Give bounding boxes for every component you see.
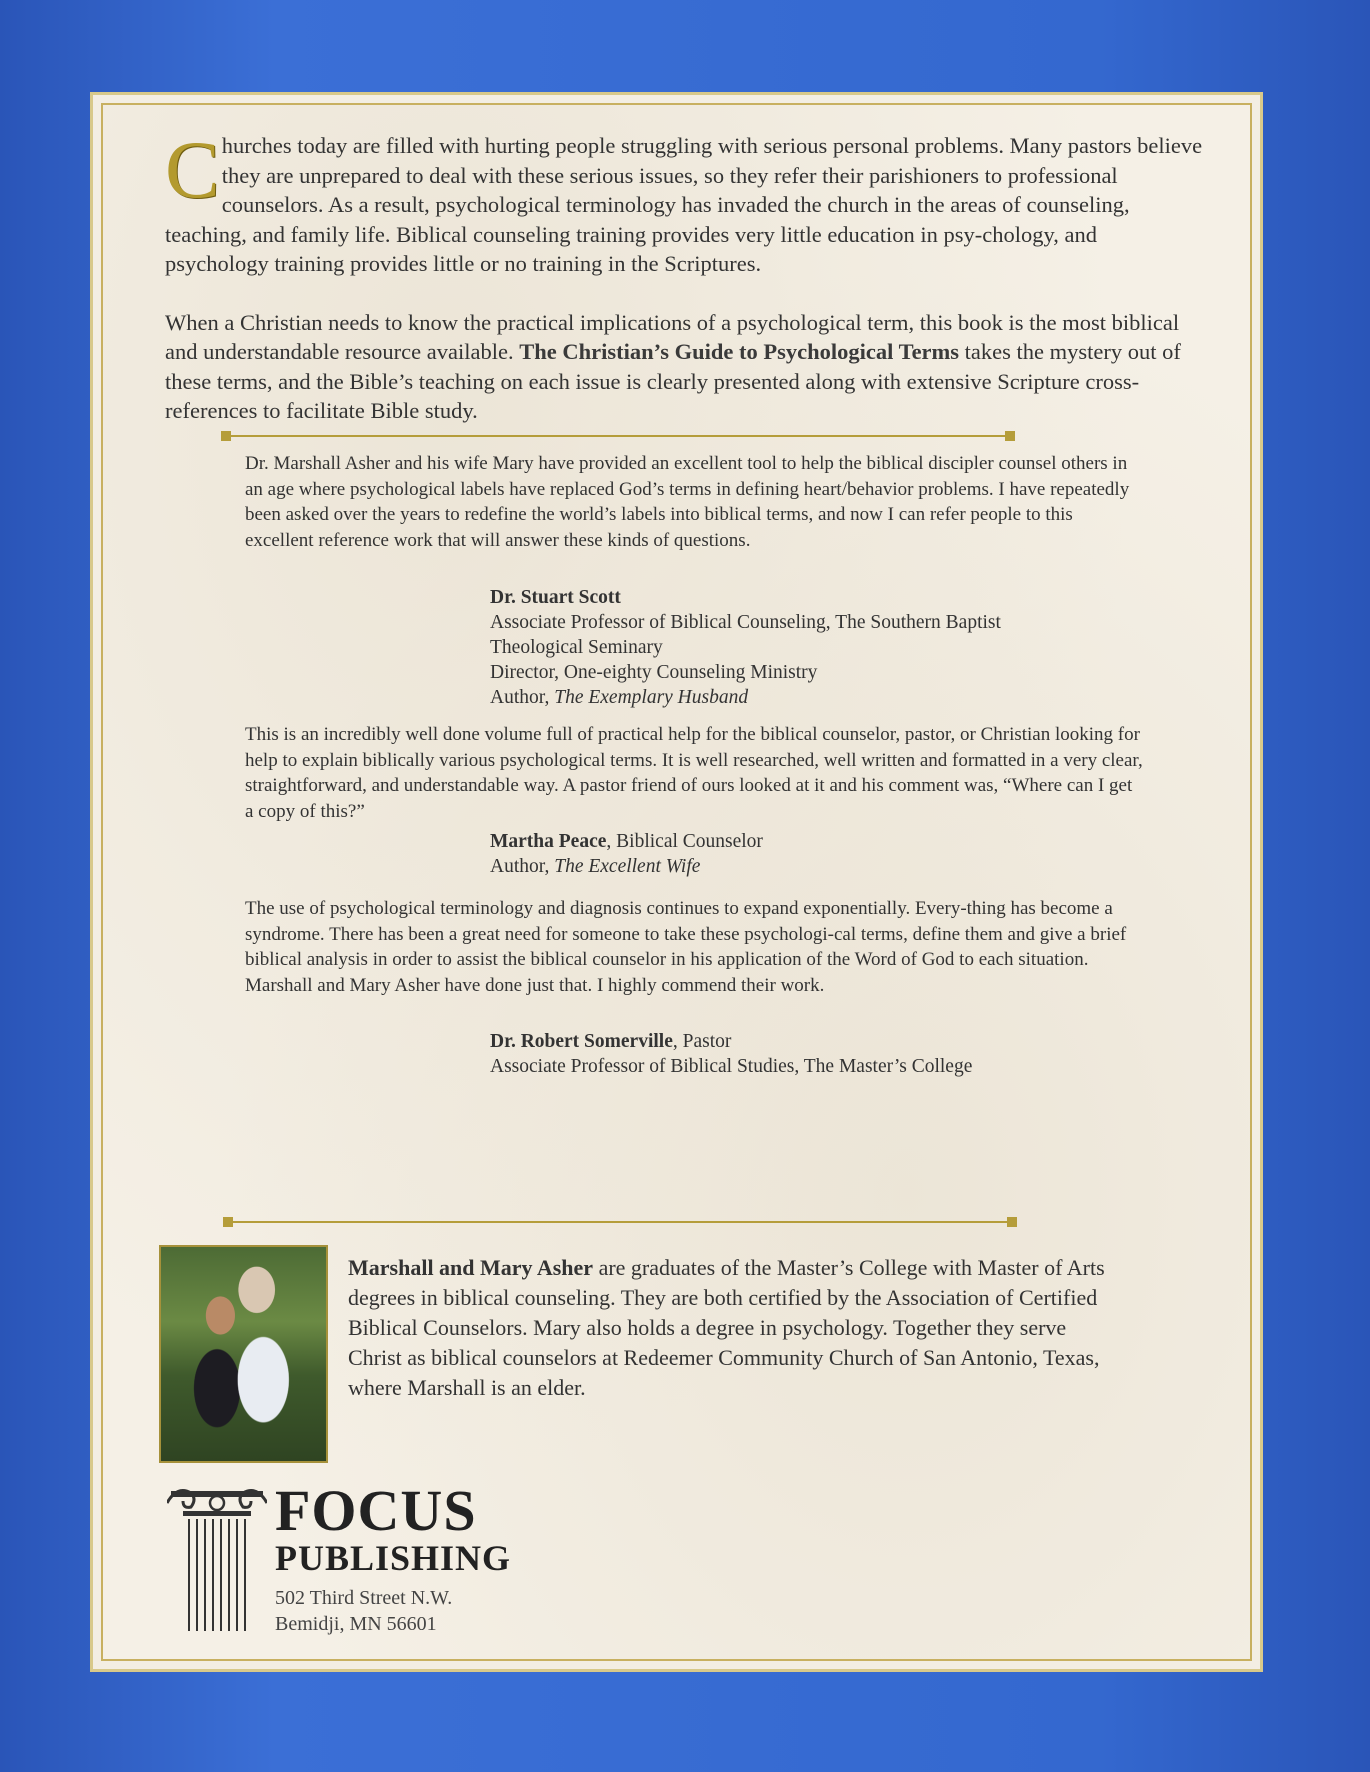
author-bio-text: are graduates of the Master’s College with Master of Arts degrees in biblical counseling. They are both certified by the Association of Certified Biblical Counselors. Mary also holds a degree in psychology. Together they serve Christ as biblical counselors at Redeemer Community Church of San Antonio, Texas, where Marshall is an elder.	[348, 1255, 1105, 1400]
endorser-book-1: The Exemplary Husband	[554, 687, 749, 708]
intro-text	[165, 124, 1205, 426]
endorsement-signature-1	[490, 585, 1190, 710]
endorser-role-2: , Biblical Counselor	[606, 831, 763, 852]
drop-cap: C	[165, 124, 220, 215]
endorsement-quote-3: The use of psychological terminology and diagnosis continues to expand exponentially. Every-thing has become a syndrome. There has been a great need for someone to take these psychologi-cal terms, define them and give a brief biblical analysis in order to assist the biblical counselor in his application of the Word of God to each situation. Marshall and Mary Asher have done just that. I highly commend their work.	[245, 898, 1127, 996]
column-logo-icon	[167, 1485, 267, 1635]
book-title: The Christian’s Guide to Psychological Terms	[519, 339, 960, 364]
publisher-block	[275, 1478, 512, 1637]
endorsement-signature-2	[490, 829, 1190, 879]
author-photo	[159, 1245, 328, 1463]
publisher-name-2: PUBLISHING	[275, 1538, 512, 1578]
divider-top	[223, 435, 1013, 437]
publisher-address	[275, 1585, 511, 1637]
publisher-address-2: Bemidji, MN 56601	[275, 1613, 437, 1635]
intro-paragraph-2-a: When a Christian needs to know the practical implications of a psychological term, this book is the most biblical and understandable resource available.	[165, 309, 1180, 364]
intro-paragraph-2-b: takes the mystery out of these terms, and the Bible’s teaching on each issue is clearly presented along with extensive Scripture cross-references to facilitate Bible study.	[165, 339, 1181, 423]
panel-border	[101, 103, 1252, 1661]
back-cover-panel	[90, 92, 1263, 1672]
endorser-title-3: Associate Professor of Biblical Studies, The Master’s College	[490, 1056, 973, 1077]
endorser-book-2: The Excellent Wife	[554, 856, 701, 877]
endorsement-quote-1: Dr. Marshall Asher and his wife Mary have provided an excellent tool to help the biblical discipler counsel others in an age where psychological labels have replaced God’s terms in defining heart/behavior problems. I have repeatedly been asked over the years to redefine the world’s labels into biblical terms, and now I can refer people to this excellent reference work that will answer these kinds of questions.	[245, 453, 1130, 551]
endorser-role-3: , Pastor	[672, 1031, 732, 1052]
endorser-role-1: Director, One-eighty Counseling Ministry	[490, 662, 818, 683]
endorser-title-1: Associate Professor of Biblical Counseling, The Southern Baptist Theological Seminary	[490, 612, 1001, 658]
endorsement-signature-3	[490, 1029, 1190, 1079]
endorser-name-3: Dr. Robert Somerville	[490, 1031, 673, 1052]
intro-paragraph-2	[165, 308, 1205, 426]
endorser-name-1: Dr. Stuart Scott	[490, 587, 621, 608]
endorsement-quote-2: This is an incredibly well done volume full of practical help for the biblical counselor, pastor, or Christian looking for help to explain biblically various psychological terms. It is well researched, well written and formatted in a very clear, straightforward, and understandable way. A pastor friend of ours looked at it and his comment was, “Where can I get a copy of this?”	[245, 724, 1143, 822]
endorser-author-1: Author, The Exemplary Husband	[490, 687, 749, 708]
intro-paragraph-1-text: hurches today are filled with hurting people struggling with serious personal problems. Many pastors believe they are unprepared to deal with these serious issues, so they refer their parishioners to professional counselors. As a result, psychological terminology has invaded the church in the areas of counseling, teaching, and family life. Biblical counseling training provides very little education in psy-chology, and psychology training provides little or no training in the Scriptures.	[165, 133, 1203, 276]
publisher-address-1: 502 Third Street N.W.	[275, 1587, 453, 1609]
publisher-name-1: FOCUS	[275, 1478, 477, 1543]
author-names: Marshall and Mary Asher	[348, 1255, 594, 1280]
endorser-author-2: Author, The Excellent Wife	[490, 856, 701, 877]
author-bio	[348, 1253, 1108, 1403]
divider-bottom	[225, 1221, 1015, 1223]
intro-paragraph-1	[165, 124, 1205, 279]
endorser-name-2: Martha Peace	[490, 831, 607, 852]
